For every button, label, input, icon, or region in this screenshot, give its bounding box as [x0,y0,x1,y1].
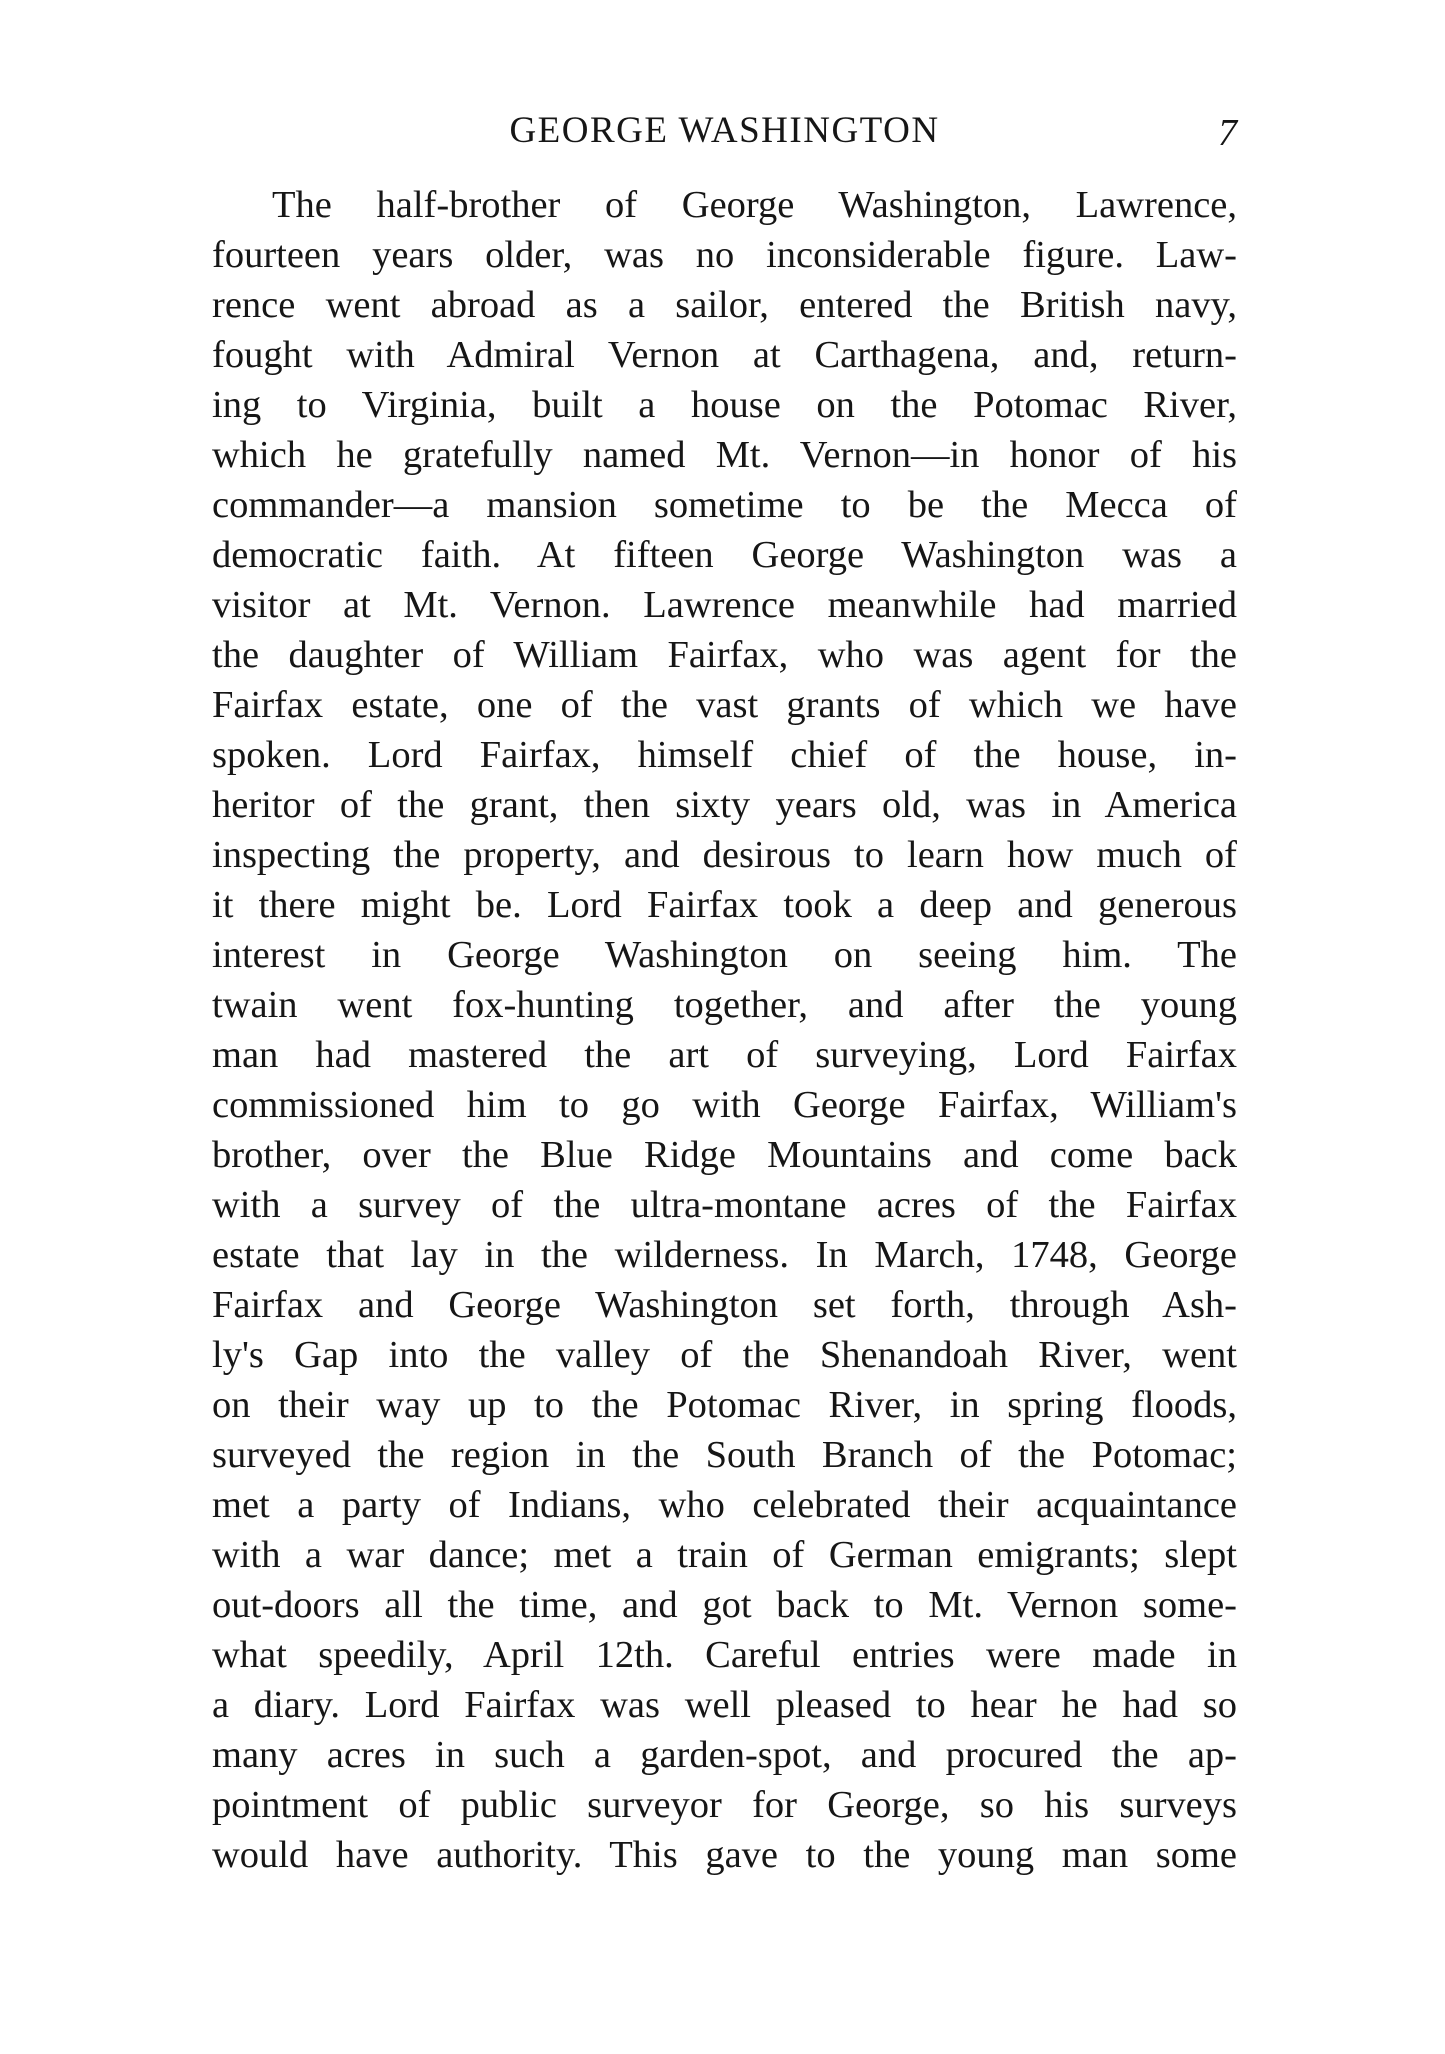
text-line: Fairfax estate, one of the vast grants of which we have [212,684,1237,726]
text-line: the daughter of William Fairfax, who was agent for the [212,634,1237,676]
text-line: met a party of Indians, who celebrated their acquaintance [212,1484,1237,1526]
text-line: it there might be. Lord Fairfax took a deep and generous [212,884,1237,926]
page-number: 7 [1218,112,1237,154]
text-line: fourteen years older, was no inconsiderable figure. Law- [212,234,1237,276]
text-line: The half-brother of George Washington, Lawrence, [272,184,1237,226]
text-line: Fairfax and George Washington set forth, through Ash- [212,1284,1237,1326]
text-line: man had mastered the art of surveying, Lord Fairfax [212,1034,1237,1076]
text-line: with a survey of the ultra-montane acres of the Fairfax [212,1184,1237,1226]
text-line: democratic faith. At fifteen George Washington was a [212,534,1237,576]
text-line: ly's Gap into the valley of the Shenandoah River, went [212,1334,1237,1376]
running-head [212,103,1237,159]
text-line: estate that lay in the wilderness. In March, 1748, George [212,1234,1237,1276]
text-line: with a war dance; met a train of German emigrants; slept [212,1534,1237,1576]
text-line: out-doors all the time, and got back to Mt. Vernon some- [212,1584,1237,1626]
text-line: brother, over the Blue Ridge Mountains and come back [212,1134,1237,1176]
text-line: commissioned him to go with George Fairfax, William's [212,1084,1237,1126]
text-line: ing to Virginia, built a house on the Potomac River, [212,384,1237,426]
text-line: on their way up to the Potomac River, in spring floods, [212,1384,1237,1426]
text-line: visitor at Mt. Vernon. Lawrence meanwhile had married [212,584,1237,626]
body-text [212,180,1237,1880]
text-line: rence went abroad as a sailor, entered the British navy, [212,284,1237,326]
text-line: would have authority. This gave to the young man some [212,1834,1237,1876]
text-line: what speedily, April 12th. Careful entries were made in [212,1634,1237,1676]
text-line: commander—a mansion sometime to be the Mecca of [212,484,1237,526]
text-line: heritor of the grant, then sixty years old, was in America [212,784,1237,826]
running-title: GEORGE WASHINGTON [509,110,940,151]
text-line: pointment of public surveyor for George, so his surveys [212,1784,1237,1826]
text-line: twain went fox-hunting together, and after the young [212,984,1237,1026]
text-line: spoken. Lord Fairfax, himself chief of the house, in- [212,734,1237,776]
text-line: a diary. Lord Fairfax was well pleased to hear he had so [212,1684,1237,1726]
text-line: fought with Admiral Vernon at Carthagena, and, return- [212,334,1237,376]
text-line: which he gratefully named Mt. Vernon—in honor of his [212,434,1237,476]
text-line: surveyed the region in the South Branch of the Potomac; [212,1434,1237,1476]
text-line: inspecting the property, and desirous to learn how much of [212,834,1237,876]
text-line: many acres in such a garden-spot, and procured the ap- [212,1734,1237,1776]
text-line: interest in George Washington on seeing him. The [212,934,1237,976]
